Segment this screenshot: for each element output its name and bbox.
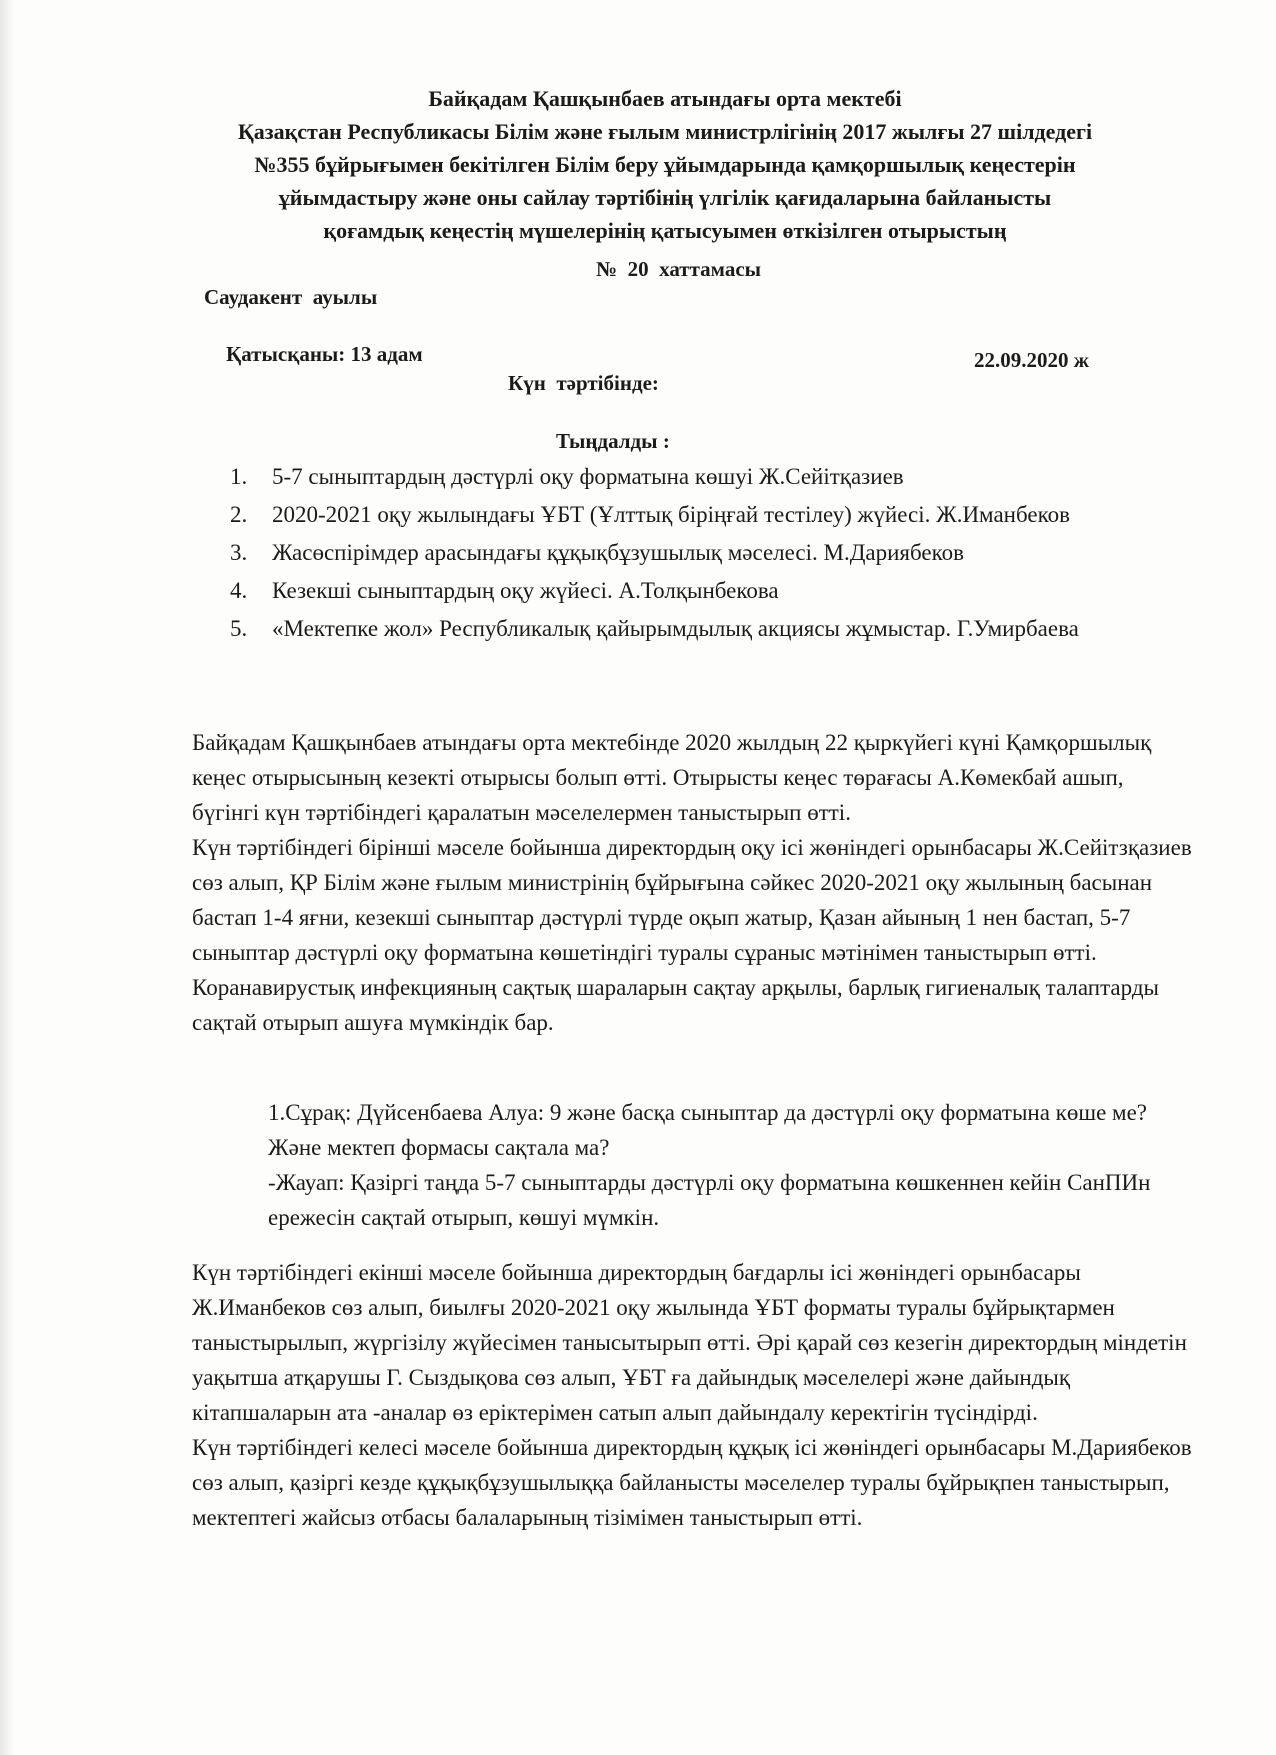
agenda-item-text: Жасөспірімдер арасындағы құқықбұзушылық мәселесі. М.Дариябеков: [272, 540, 964, 565]
agenda-item-number: 5.: [230, 616, 248, 641]
protocol-number: № 20 хаттамасы: [596, 257, 762, 281]
header-line-ministry: Қазақстан Республикасы Білім және ғылым министрлігінің 2017 жылғы 27 шілдедегі: [237, 119, 1093, 144]
header-line-school: Байқадам Қашқынбаев атындағы орта мектебі: [428, 86, 902, 111]
meeting-date: 22.09.2020 ж: [974, 348, 1089, 372]
agenda-item: [230, 611, 1150, 646]
qa-block: [268, 1095, 1168, 1235]
answer-text: -Жауап: Қазіргі таңда 5-7 сыныптарды дәстүрлі оқу форматына көшкеннен кейін СанПИн ережесін сақтай отырып, көшуі мүмкін.: [268, 1170, 1151, 1230]
paragraph-first-issue: Күн тәртібіндегі бірінші мәселе бойынша директордың оқу ісі жөніндегі орынбасары Ж.Сейітзқазиев сөз алып, ҚР Білім және ғылым министрінің бұйрығына сәйкес 2020-2021 оқу жылының басынан бастап 1-4 яғни, кезекші сыныптар дәстүрлі түрде оқып жатыр, Қазан айының 1 нен бастап, 5-7 сыныптар дәстүрлі оқу форматына көшетіндігі туралы сұраныс мәтінімен таныстырып өтті. Коранавирустық инфекцияның сақтық шараларын сақтау арқылы, барлық гигиеналық талаптарды сақтай отырып ашуға мүмкіндік бар.: [192, 835, 1192, 1035]
agenda-item-number: 1.: [230, 464, 248, 489]
paragraph-opening: Байқадам Қашқынбаев атындағы орта мектебінде 2020 жылдың 22 қыркүйегі күні Қамқоршылық кеңес отырысының кезекті отырысы болып өтті. Отырысты кеңес төрағасы А.Көмекбай ашып, бүгінгі күн тәртібіндегі қаралатын мәселелермен таныстырып өтті.: [192, 730, 1152, 825]
agenda-item: [230, 573, 1150, 608]
agenda-item-text: 2020-2021 оқу жылындағы ҰБТ (Ұлттық біріңғай тестілеу) жүйесі. Ж.Иманбеков: [272, 502, 1070, 527]
attendance-count: Қатысқаны: 13 адам: [226, 342, 423, 366]
agenda-item-text: «Мектепке жол» Республикалық қайырымдылық акциясы жұмыстар. Г.Умирбаева: [272, 616, 1079, 641]
agenda-list: [230, 459, 1150, 649]
agenda-item-text: 5-7 сыныптардың дәстүрлі оқу форматына көшуі Ж.Сейітқазиев: [272, 464, 904, 489]
header-line-meeting: қоғамдық кеңестің мүшелерінің қатысуымен өткізілген отырыстың: [323, 218, 1007, 243]
agenda-item-number: 3.: [230, 540, 248, 565]
body-section-second: [192, 1255, 1192, 1535]
agenda-item: [230, 459, 1150, 494]
body-section-first: [192, 725, 1192, 1040]
agenda-item-number: 2.: [230, 502, 248, 527]
village-name: Саудакент ауылы: [204, 285, 378, 309]
agenda-item-text: Кезекші сыныптардың оқу жүйесі. А.Толқынбекова: [272, 578, 779, 603]
agenda-item-number: 4.: [230, 578, 248, 603]
document-header: [170, 82, 1160, 247]
agenda-item: [230, 535, 1150, 570]
question-text: 1.Сұрақ: Дүйсенбаева Алуа: 9 және басқа сыныптар да дәстүрлі оқу форматына көше ме? Және мектеп формасы сақтала ма?: [268, 1100, 1147, 1160]
heard-heading: Тыңдалды :: [556, 429, 670, 453]
paragraph-second-issue: Күн тәртібіндегі екінші мәселе бойынша директордың бағдарлы ісі жөніндегі орынбасары Ж.Иманбеков сөз алып, биылғы 2020-2021 оқу жылында ҰБТ форматы туралы бұйрықтармен таныстырылып, жүргізілу жүйесімен танысытырып өтті. Әрі қарай сөз кезегін директордың міндетін уақытша атқарушы Г. Сыздықова сөз алып, ҰБТ ға дайындық мәселелері және дайындық кітапшаларын ата -аналар өз еріктерімен сатып алып дайындалу керектігін түсіндірді.: [192, 1260, 1187, 1425]
paragraph-next-issue: Күн тәртібіндегі келесі мәселе бойынша директордың құқық ісі жөніндегі орынбасары М.Дариябеков сөз алып, қазіргі кезде құқықбұзушылыққа байланысты мәселелер туралы бұйрықпен таныстырып, мектептегі жайсыз отбасы балаларының тізімімен таныстырып өтті.: [192, 1435, 1192, 1530]
agenda-heading: Күн тәртібінде:: [508, 371, 659, 395]
header-line-rules: ұйымдастыру және оны сайлау тәртібінің үлгілік қағидаларына байланысты: [278, 185, 1052, 210]
header-line-order: №355 бұйрығымен бекітілген Білім беру ұйымдарында қамқоршылық кеңестерін: [254, 152, 1076, 177]
agenda-item: [230, 497, 1150, 532]
